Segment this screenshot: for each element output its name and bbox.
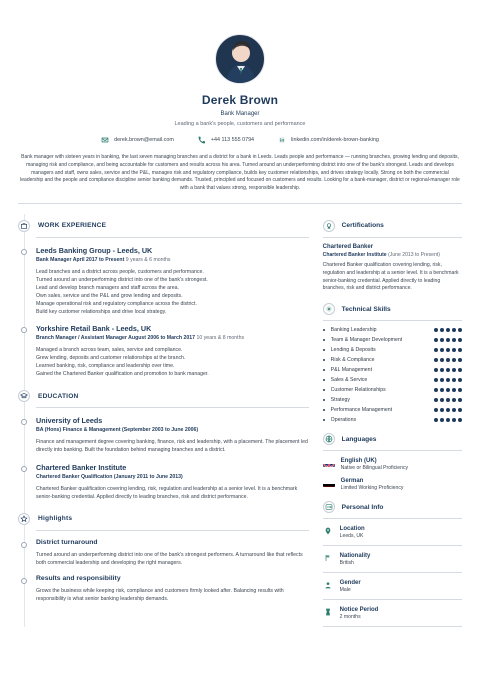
- skill-row: [323, 347, 462, 353]
- language-level: Limited Working Proficiency: [340, 485, 404, 492]
- section-work-title: WORK EXPERIENCE: [38, 222, 107, 230]
- education-degree: Chartered Banker Qualification: [36, 473, 113, 480]
- skill-name: Customer Relationships: [330, 387, 386, 394]
- work-item: [36, 246, 309, 316]
- language-name: English (UK): [340, 458, 377, 465]
- skill-level-dot: [440, 368, 444, 372]
- bullet-icon: [323, 379, 325, 381]
- work-duration: 9 years & 6 months: [125, 256, 171, 263]
- work-company: Leeds Banking Group - Leeds, UK: [36, 245, 153, 255]
- personal-info-divider: [323, 572, 462, 573]
- linkedin-text[interactable]: linkedin.com/in/derek-brown-banking: [291, 137, 379, 143]
- section-highlights-rule: [36, 530, 309, 531]
- education-dates: (January 2011 to June 2013): [113, 473, 183, 480]
- work-bullet: Build key customer relationships and drive local strategy.: [36, 309, 167, 316]
- skill-left: [323, 417, 356, 423]
- education-school: University of Leeds: [36, 416, 103, 426]
- personal-info-divider: [323, 545, 462, 546]
- highlight-title: Results and responsibility: [36, 574, 121, 582]
- header: [18, 0, 462, 193]
- personal-info-label: Location: [339, 526, 365, 533]
- skill-level-dot: [434, 358, 438, 362]
- education-text: Chartered Banker qualification covering lending, risk, regulation and leadership at a senior level. It is a benchmark senior-banking credential. Applied directly to leading branches, risk and district performance.: [36, 485, 298, 500]
- star-icon: [18, 513, 30, 525]
- section-skills-header: [323, 303, 462, 315]
- highlight-text: Turned around an underperforming district into one of the bank's strongest performers. A turnaround like that reflects both commercial leadership and developing the right managers.: [36, 551, 303, 566]
- skill-level-dot: [446, 408, 450, 412]
- work-role: Bank Manager: [36, 256, 72, 263]
- globe-icon: [323, 433, 335, 445]
- personal-info-item: [323, 580, 462, 593]
- skill-level-dot: [452, 338, 456, 342]
- skill-level: [434, 388, 462, 392]
- section-certifications-rule: [323, 237, 462, 238]
- skill-level-dot: [440, 408, 444, 412]
- personal-info-value: Leeds, UK: [339, 533, 364, 540]
- personal-info-label: Notice Period: [339, 607, 379, 614]
- highlight-item: [36, 539, 309, 567]
- timeline-dot: [21, 419, 27, 425]
- skill-row: [323, 387, 462, 393]
- content-columns: [18, 214, 462, 628]
- skill-level-dot: [446, 378, 450, 382]
- cert-title: Chartered Banker: [322, 243, 374, 250]
- language-level: Native or Bilingual Proficiency: [340, 465, 409, 472]
- skill-level-dot: [458, 378, 462, 382]
- skill-level-dot: [434, 388, 438, 392]
- work-item: [36, 324, 309, 378]
- personal-info-text: [340, 607, 379, 620]
- education-item: [36, 463, 309, 501]
- hourglass-icon: [323, 608, 333, 616]
- personal-info-text: [340, 553, 371, 566]
- section-highlights-title: Highlights: [38, 515, 73, 523]
- skill-level: [434, 338, 462, 342]
- bullet-icon: [323, 389, 325, 391]
- education-degree-line: [36, 427, 309, 433]
- job-title: Bank Manager: [220, 111, 260, 117]
- header-divider: [18, 203, 462, 204]
- id-card-icon: [323, 501, 335, 513]
- bullet-icon: [323, 409, 325, 411]
- skill-level-dot: [434, 328, 438, 332]
- skill-row: [323, 397, 462, 403]
- skill-level-dot: [452, 328, 456, 332]
- skill-level-dot: [446, 328, 450, 332]
- personal-info-label: Nationality: [339, 553, 371, 560]
- skill-left: [323, 337, 403, 343]
- section-education-header: [36, 390, 309, 402]
- germany-flag-icon: [323, 479, 335, 487]
- skill-level-dot: [458, 408, 462, 412]
- work-bullet: Lead and develop branch managers and staff across the area.: [36, 284, 179, 291]
- phone-icon: [198, 136, 206, 144]
- work-role-line: [36, 335, 309, 341]
- skill-level-dot: [440, 418, 444, 422]
- tagline: Leading a bank's people, customers and performance: [174, 121, 306, 127]
- contact-phone[interactable]: [198, 136, 254, 144]
- skill-level-dot: [452, 398, 456, 402]
- language-text: [341, 458, 408, 471]
- skill-name: Team & Manager Development: [330, 337, 403, 344]
- skill-level-dot: [458, 338, 462, 342]
- bullet-icon: [323, 329, 325, 331]
- skill-level-dot: [434, 418, 438, 422]
- section-skills: [323, 303, 462, 423]
- cert-issuer: Chartered Banker Institute: [322, 251, 387, 258]
- timeline-dot: [21, 466, 27, 472]
- work-duration: 10 years & 8 months: [196, 335, 245, 342]
- language-item: [323, 478, 462, 491]
- skill-level-dot: [458, 358, 462, 362]
- skill-left: [323, 377, 368, 383]
- work-bullet: Gained the Chartered Banker qualification and promotion to bank manager.: [36, 371, 209, 378]
- skill-left: [323, 397, 350, 403]
- skill-left: [323, 407, 392, 413]
- personal-info-list: [323, 526, 462, 627]
- contact-linkedin[interactable]: [278, 136, 379, 144]
- section-languages-title: Languages: [341, 435, 377, 443]
- skill-level: [434, 348, 462, 352]
- skill-level-dot: [452, 388, 456, 392]
- highlight-text: Grows the business while keeping risk, compliance and customers firmly looked after. Balancing results with responsibility is what senior banking leadership demands.: [36, 587, 284, 602]
- skill-level-dot: [446, 348, 450, 352]
- timeline-dot: [21, 327, 27, 333]
- education-dates: (September 2003 to June 2006): [122, 427, 199, 434]
- section-personal-rule: [323, 518, 462, 519]
- skill-level-dot: [452, 418, 456, 422]
- work-bullet: Managed a branch across team, sales, service and compliance.: [36, 347, 183, 354]
- skill-name: Lending & Deposits: [330, 347, 376, 354]
- skill-row: [323, 377, 462, 383]
- section-personal-info: [323, 501, 462, 627]
- work-dates: April 2017 to Present: [72, 256, 125, 263]
- skill-row: [323, 327, 462, 333]
- skill-row: [323, 357, 462, 363]
- skill-level-dot: [440, 328, 444, 332]
- skill-row: [323, 407, 462, 413]
- personal-info-item: [323, 526, 462, 539]
- work-company: Yorkshire Retail Bank - Leeds, UK: [36, 324, 152, 334]
- work-role: Branch Manager / Assistant Manager: [36, 335, 127, 342]
- contact-email[interactable]: [101, 136, 174, 144]
- graduation-cap-icon: [18, 390, 30, 402]
- personal-info-value: British: [339, 560, 354, 567]
- flag-icon: [323, 554, 333, 562]
- skill-level-dot: [440, 348, 444, 352]
- skill-level-dot: [440, 358, 444, 362]
- education-school: Chartered Banker Institute: [36, 462, 127, 472]
- skill-left: [323, 327, 377, 333]
- language-item: [323, 458, 462, 471]
- skill-name: Banking Leadership: [330, 327, 377, 334]
- work-bullets: [36, 346, 309, 378]
- person-icon: [323, 581, 333, 589]
- personal-info-divider: [323, 599, 462, 600]
- skill-level-dot: [440, 388, 444, 392]
- skill-level-dot: [452, 408, 456, 412]
- personal-info-text: [340, 580, 361, 593]
- section-education-title: EDUCATION: [38, 392, 79, 400]
- email-icon: [101, 136, 109, 144]
- highlight-item: [36, 575, 309, 603]
- personal-info-divider: [323, 626, 462, 627]
- skill-level-dot: [446, 358, 450, 362]
- skill-left: [323, 387, 386, 393]
- bullet-icon: [323, 359, 325, 361]
- skill-level-dot: [458, 398, 462, 402]
- personal-info-value: Male: [339, 587, 351, 594]
- skill-level: [434, 398, 462, 402]
- work-bullet: Turned around an underperforming district into one of the bank's strongest.: [36, 276, 208, 283]
- skill-level-dot: [458, 328, 462, 332]
- cert-text: Chartered Banker qualification covering lending, risk, regulation and leadership at a senior level. It is a benchmark senior-banking credential. Applied directly to leading branches, risk and district performance.: [322, 261, 459, 292]
- language-name: German: [340, 478, 364, 485]
- skill-level-dot: [440, 338, 444, 342]
- work-role-line: [36, 257, 309, 263]
- skill-level: [434, 408, 462, 412]
- language-text: [341, 478, 404, 491]
- skill-level-dot: [446, 418, 450, 422]
- skill-row: [323, 367, 462, 373]
- skill-name: Sales & Service: [330, 377, 368, 384]
- section-work-header: [36, 220, 309, 232]
- linkedin-icon: [278, 136, 286, 144]
- uk-flag-icon: [323, 459, 335, 467]
- skill-level-dot: [452, 358, 456, 362]
- personal-info-item: [323, 607, 462, 620]
- skill-level-dot: [458, 368, 462, 372]
- skill-level-dot: [434, 398, 438, 402]
- section-education-rule: [36, 407, 309, 408]
- gears-icon: [323, 303, 335, 315]
- bullet-icon: [323, 369, 325, 371]
- work-bullet: Learned banking, risk, compliance and leadership over time.: [36, 363, 175, 370]
- phone-text[interactable]: +44 113 555 0794: [210, 137, 255, 143]
- education-item: [36, 416, 309, 454]
- skill-level-dot: [446, 338, 450, 342]
- certificate-icon: [323, 220, 335, 232]
- work-bullet: Lead branches and a district across people, customers and performance.: [36, 268, 204, 275]
- skill-name: Strategy: [330, 397, 350, 404]
- section-highlights-header: [36, 513, 309, 525]
- skill-level-dot: [446, 398, 450, 402]
- work-dates: August 2006 to March 2017: [128, 335, 196, 342]
- skill-level-dot: [434, 338, 438, 342]
- skill-row: [323, 417, 462, 423]
- bullet-icon: [323, 399, 325, 401]
- skill-level-dot: [434, 378, 438, 382]
- section-work-rule: [36, 237, 309, 238]
- timeline-dot: [21, 578, 27, 584]
- skill-level-dot: [446, 388, 450, 392]
- education-text: Finance and management degree covering banking, finance, risk and leadership, with a placement. The placement led directly into banking. Built the foundation behind managing branches and a district.: [36, 439, 308, 454]
- skill-level: [434, 358, 462, 362]
- skill-left: [323, 347, 376, 353]
- skill-level-dot: [452, 348, 456, 352]
- skill-name: Risk & Compliance: [330, 357, 375, 364]
- skill-level-dot: [458, 388, 462, 392]
- right-column: [323, 214, 462, 628]
- skill-level-dot: [458, 348, 462, 352]
- skills-list: [323, 327, 462, 423]
- section-personal-header: [323, 501, 462, 513]
- education-degree-line: [36, 474, 309, 480]
- avatar: [215, 34, 265, 84]
- skill-level: [434, 328, 462, 332]
- skill-left: [323, 357, 375, 363]
- section-languages-rule: [323, 450, 462, 451]
- cert-dates: (June 2013 to Present): [388, 251, 440, 258]
- skill-level: [434, 418, 462, 422]
- skill-name: Operations: [330, 417, 357, 424]
- personal-info-value: 2 months: [339, 614, 361, 621]
- skill-level-dot: [434, 368, 438, 372]
- summary: Bank manager with sixteen years in banking, the last seven managing branches and a district for a bank in Leeds. Leads people and performance — running branches, growing lending and deposits, managing risk and compliance, and being accountable for customers and results across his area. Turned around an underperforming district into one of the bank's strongest. Leads and develops managers and staff, owns sales, service and the P&L, manages risk and regulatory compliance, builds key customer relationships, and drives strategy locally. Strong on both the commercial leadership and the people and compliance discipline senior banking demands. Trusted, principled and focused on customers and results. Looking for a bank-manager, district or regional-manager role with a bank that values strong, responsible leadership.: [20, 154, 460, 191]
- section-skills-rule: [323, 320, 462, 321]
- work-bullets: [36, 268, 309, 316]
- skill-level-dot: [452, 378, 456, 382]
- highlight-title: District turnaround: [36, 538, 98, 546]
- cert-issuer-line: [323, 252, 462, 258]
- work-bullet: Manage operational risk and regulatory compliance across the district.: [36, 301, 197, 307]
- section-certifications-header: [323, 220, 462, 232]
- personal-info-label: Gender: [339, 580, 361, 587]
- work-bullet: Own sales, service and the P&L and grow lending and deposits.: [36, 292, 183, 299]
- email-text[interactable]: derek.brown@email.com: [114, 137, 174, 143]
- skill-level-dot: [458, 418, 462, 422]
- bullet-icon: [323, 419, 325, 421]
- skill-level-dot: [446, 368, 450, 372]
- work-bullet: Grew lending, deposits and customer relationships at the branch.: [36, 355, 186, 362]
- bullet-icon: [323, 349, 325, 351]
- section-languages: [323, 433, 462, 491]
- skill-level: [434, 368, 462, 372]
- contact-bar: [101, 136, 379, 144]
- timeline-dot: [21, 249, 27, 255]
- skill-level: [434, 378, 462, 382]
- timeline-dot: [21, 542, 27, 548]
- education-degree: BA (Hons) Finance & Management: [36, 427, 121, 434]
- skill-level-dot: [440, 398, 444, 402]
- section-skills-title: Technical Skills: [341, 305, 391, 313]
- personal-info-item: [323, 553, 462, 566]
- personal-info-text: [340, 526, 365, 539]
- left-column: [18, 214, 309, 628]
- skill-left: [323, 367, 372, 373]
- section-personal-title: Personal Info: [341, 503, 384, 511]
- section-certifications: [323, 220, 462, 294]
- location-icon: [323, 527, 333, 535]
- skill-level-dot: [440, 378, 444, 382]
- skill-level-dot: [434, 408, 438, 412]
- bullet-icon: [323, 339, 325, 341]
- section-certifications-title: Certifications: [341, 222, 384, 230]
- skill-row: [323, 337, 462, 343]
- skill-level-dot: [434, 348, 438, 352]
- section-languages-header: [323, 433, 462, 445]
- name: Derek Brown: [201, 93, 279, 107]
- skill-name: Performance Management: [330, 407, 393, 414]
- skill-level-dot: [452, 368, 456, 372]
- briefcase-icon: [18, 220, 30, 232]
- skill-name: P&L Management: [330, 367, 373, 374]
